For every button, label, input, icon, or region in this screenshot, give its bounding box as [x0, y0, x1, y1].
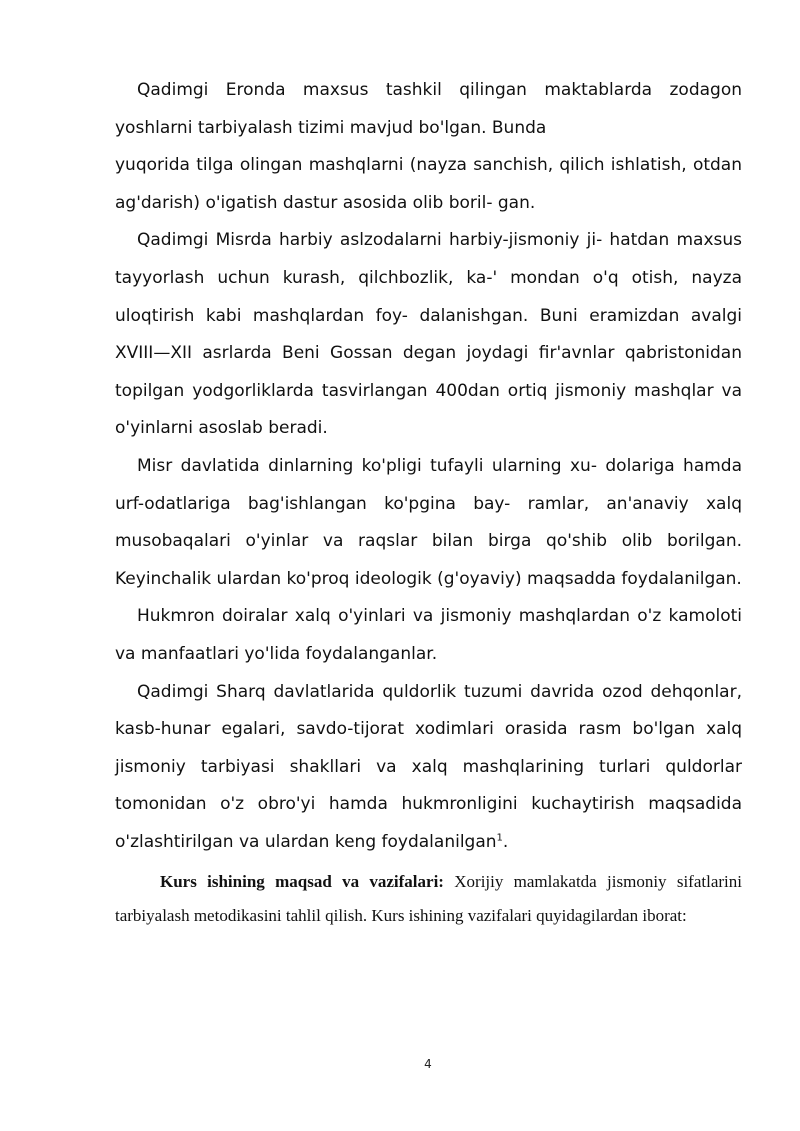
paragraph-eastern-states-end: . [502, 831, 509, 852]
course-goals-text: Xorijiy mamlakatda jismoniy sifatlarini tarbiyalash metodikasini tahlil qilish. Kurs ishining vazifalari quyidagilardan iborat: [115, 872, 742, 926]
paragraph-iran [115, 72, 742, 222]
paragraph-ruling-circles: Hukmron doiralar xalq o'yinlari va jismoniy mashqlardan o'z kamoloti va manfaatlari yo'lida foydalanganlar. [115, 606, 742, 664]
paragraph-eastern-states [115, 674, 742, 862]
footnote-marker: 1 [496, 832, 503, 844]
paragraph-egypt-religion: Misr davlatida dinlarning ko'pligi tufayli ularning xu- dolariga hamda urf-odatlariga bag'ishlangan ko'pgina bay- ramlar, an'anaviy xalq musobaqalari o'yinlar va raqslar bilan birga qo'shib olib borilgan. Keyinchalik ulardan ko'proq ideologik (g'oyaviy) maqsadda foydalanilgan. [115, 455, 742, 589]
paragraph-iran-line2: yuqorida tilga olingan mashqlarni (nayza sanchish, qilich ishlatish, otdan ag'darish) o'igatish dastur asosida olib boril- gan. [115, 155, 742, 213]
paragraph-iran-line1: Qadimgi Eronda maxsus tashkil qilingan maktablarda zodagon yoshlarni tarbiyalash tizimi mavjud bo'lgan. Bunda [115, 80, 742, 138]
course-goals-heading: Kurs ishining maqsad va vazifalari: [160, 872, 444, 892]
page-number: 4 [424, 1057, 432, 1071]
paragraph-eastern-states-text: Qadimgi Sharq davlatlarida quldorlik tuzumi davrida ozod dehqonlar, kasb-hunar egalari, savdo-tijorat xodimlari orasida rasm bo'lgan xalq jismoniy tarbiyasi shakllari va xalq mashqlarining turlari quldorlar tomonidan o'z obro'yi hamda hukmronligini kuchaytirish maqsadida o'zlashtirilgan va ulardan keng foydalanilgan [115, 681, 742, 852]
document-page [115, 72, 742, 933]
course-goals-paragraph [115, 865, 742, 933]
paragraph-egypt-military: Qadimgi Misrda harbiy aslzodalarni harbiy-jismoniy ji- hatdan maxsus tayyorlash uchun kurash, qilchbozlik, ka-' mondan o'q otish, nayza uloqtirish kabi mashqlardan foy- dalanishgan. Buni eramizdan avalgi XVIII—XII asrlarda Beni Gossan degan joydagi fir'avnlar qabristonidan topilgan yodgorliklarda tasvirlangan 400dan ortiq jismoniy mashqlar va o'yinlarni asoslab beradi. [115, 230, 742, 439]
